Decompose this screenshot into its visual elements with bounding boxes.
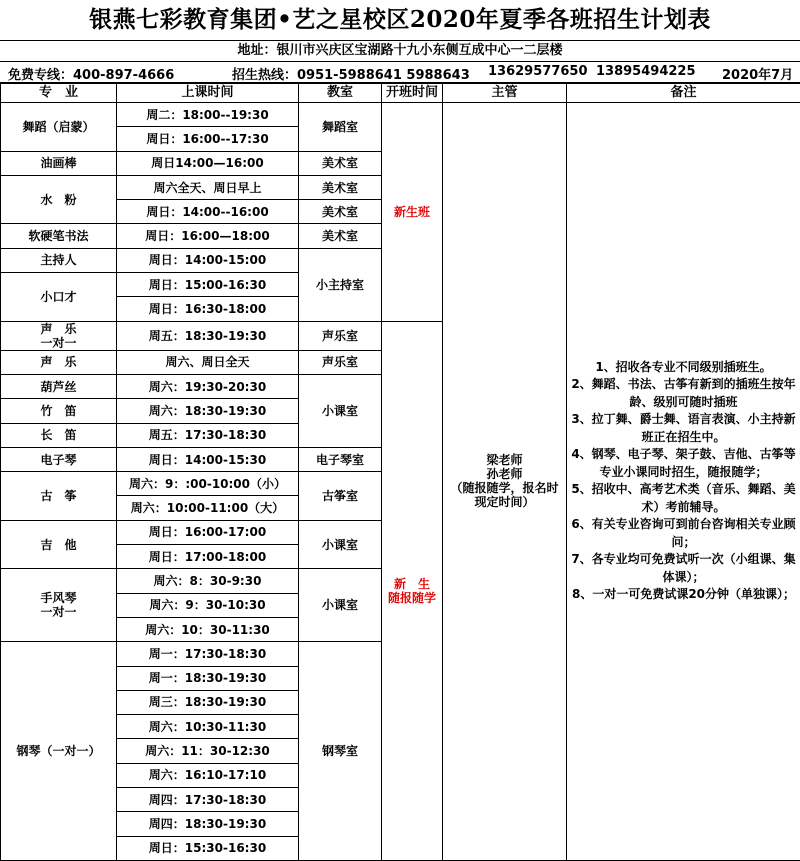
time-cell: 周日：15:00-16:30 (117, 273, 299, 297)
room-cell: 美术室 (299, 175, 382, 199)
time-cell: 周六：16:10-17:10 (117, 763, 299, 787)
time-cell: 周六：10：30-11:30 (117, 617, 299, 641)
time-cell: 周日：14:00-15:30 (117, 447, 299, 471)
room-cell: 小主持室 (299, 248, 382, 321)
time-cell: 周日：16:00--17:30 (117, 127, 299, 151)
header-major: 专 业 (1, 84, 117, 103)
room-cell: 舞蹈室 (299, 103, 382, 152)
room-cell: 电子琴室 (299, 447, 382, 471)
major-cell: 吉 他 (1, 520, 117, 569)
major-cell: 水 粉 (1, 175, 117, 224)
time-cell: 周日：15:30-16:30 (117, 836, 299, 860)
time-cell: 周三：18:30-19:30 (117, 690, 299, 714)
time-cell: 周日：16:30-18:00 (117, 297, 299, 321)
room-cell: 小课室 (299, 520, 382, 569)
phone-2: 13895494225 (596, 64, 696, 79)
free-line: 免费专线：400-897-4666 (8, 64, 174, 83)
time-cell: 周六：18:30-19:30 (117, 399, 299, 423)
major-cell: 竹 笛 (1, 399, 117, 423)
major-cell: 长 笛 (1, 423, 117, 447)
major-cell: 舞蹈（启蒙） (1, 103, 117, 152)
room-cell: 美术室 (299, 151, 382, 175)
major-cell: 小口才 (1, 273, 117, 322)
phone-1: 13629577650 (488, 64, 588, 79)
major-cell: 电子琴 (1, 447, 117, 471)
room-cell: 美术室 (299, 224, 382, 248)
header-supervisor: 主管 (443, 84, 567, 103)
schedule-table (0, 83, 800, 861)
time-cell: 周日：14:00-15:00 (117, 248, 299, 272)
table-row (1, 103, 800, 127)
major-cell: 声 乐 一对一 (1, 321, 117, 350)
major-cell: 手风琴 一对一 (1, 569, 117, 642)
hotline: 招生热线：0951-5988641 5988643 (232, 64, 470, 83)
major-cell: 古 筝 (1, 472, 117, 521)
major-cell: 主持人 (1, 248, 117, 272)
header-open-time: 开班时间 (382, 84, 443, 103)
time-cell: 周日：16:00-17:00 (117, 520, 299, 544)
time-cell: 周四：17:30-18:30 (117, 788, 299, 812)
time-cell: 周六：9：30-10:30 (117, 593, 299, 617)
time-cell: 周日：16:00—18:00 (117, 224, 299, 248)
header-notes: 备注 (567, 84, 800, 103)
room-cell: 声乐室 (299, 350, 382, 374)
room-cell: 美术室 (299, 200, 382, 224)
time-cell: 周日：17:00-18:00 (117, 545, 299, 569)
open-time-new-students: 新 生 随报随学 (382, 321, 443, 860)
room-cell: 小课室 (299, 374, 382, 447)
time-cell: 周六：8：30-9:30 (117, 569, 299, 593)
time-cell: 周六：10:30-11:30 (117, 715, 299, 739)
supervisor-cell: 梁老师 孙老师 （随报随学，报名时现定时间） (443, 103, 567, 861)
table-header (1, 84, 800, 103)
time-cell: 周二：18:00--19:30 (117, 103, 299, 127)
major-cell: 软硬笔书法 (1, 224, 117, 248)
time-cell: 周日：14:00--16:00 (117, 200, 299, 224)
room-cell: 小课室 (299, 569, 382, 642)
time-cell: 周五：18:30-19:30 (117, 321, 299, 350)
room-cell: 声乐室 (299, 321, 382, 350)
time-cell: 周六：19:30-20:30 (117, 374, 299, 398)
time-cell: 周六：11：30-12:30 (117, 739, 299, 763)
major-cell: 钢琴（一对一） (1, 642, 117, 861)
major-cell: 声 乐 (1, 350, 117, 374)
time-cell: 周六全天、周日早上 (117, 175, 299, 199)
contact-bar (0, 62, 800, 83)
header-time: 上课时间 (117, 84, 299, 103)
time-cell: 周一：17:30-18:30 (117, 642, 299, 666)
room-cell: 古筝室 (299, 472, 382, 521)
address: 地址：银川市兴庆区宝湖路十九小东侧互成中心一二层楼 (0, 41, 800, 62)
page-title: 银燕七彩教育集团•艺之星校区2020年夏季各班招生计划表 (0, 0, 800, 41)
time-cell: 周六：9：:00-10:00（小） (117, 472, 299, 496)
major-cell: 葫芦丝 (1, 374, 117, 398)
header-room: 教室 (299, 84, 382, 103)
room-cell: 钢琴室 (299, 642, 382, 861)
time-cell: 周一：18:30-19:30 (117, 666, 299, 690)
time-cell: 周六、周日全天 (117, 350, 299, 374)
time-cell: 周六：10:00-11:00（大） (117, 496, 299, 520)
major-cell: 油画棒 (1, 151, 117, 175)
time-cell: 周五：17:30-18:30 (117, 423, 299, 447)
date: 2020年7月 (722, 64, 793, 83)
time-cell: 周四：18:30-19:30 (117, 812, 299, 836)
open-time-new-class: 新生班 (382, 103, 443, 322)
notes-cell: 1、招收各专业不同级别插班生。 2、舞蹈、书法、古筝有新到的插班生按年龄、级别可随时插班 3、拉丁舞、爵士舞、语言表演、小主持新班正在招生中。 4、钢琴、电子琴、架子鼓、吉他、古筝等专业小课同时招生，随报随学； 5、招收中、高考艺术类（音乐、舞蹈、美术）考前辅导。 6、有关专业咨询可到前台咨询相关专业顾问； 7、各专业均可免费试听一次（小组课、集体课）； 8、一对一可免费试课20分钟（单独课）； (567, 103, 800, 861)
time-cell: 周日14:00—16:00 (117, 151, 299, 175)
